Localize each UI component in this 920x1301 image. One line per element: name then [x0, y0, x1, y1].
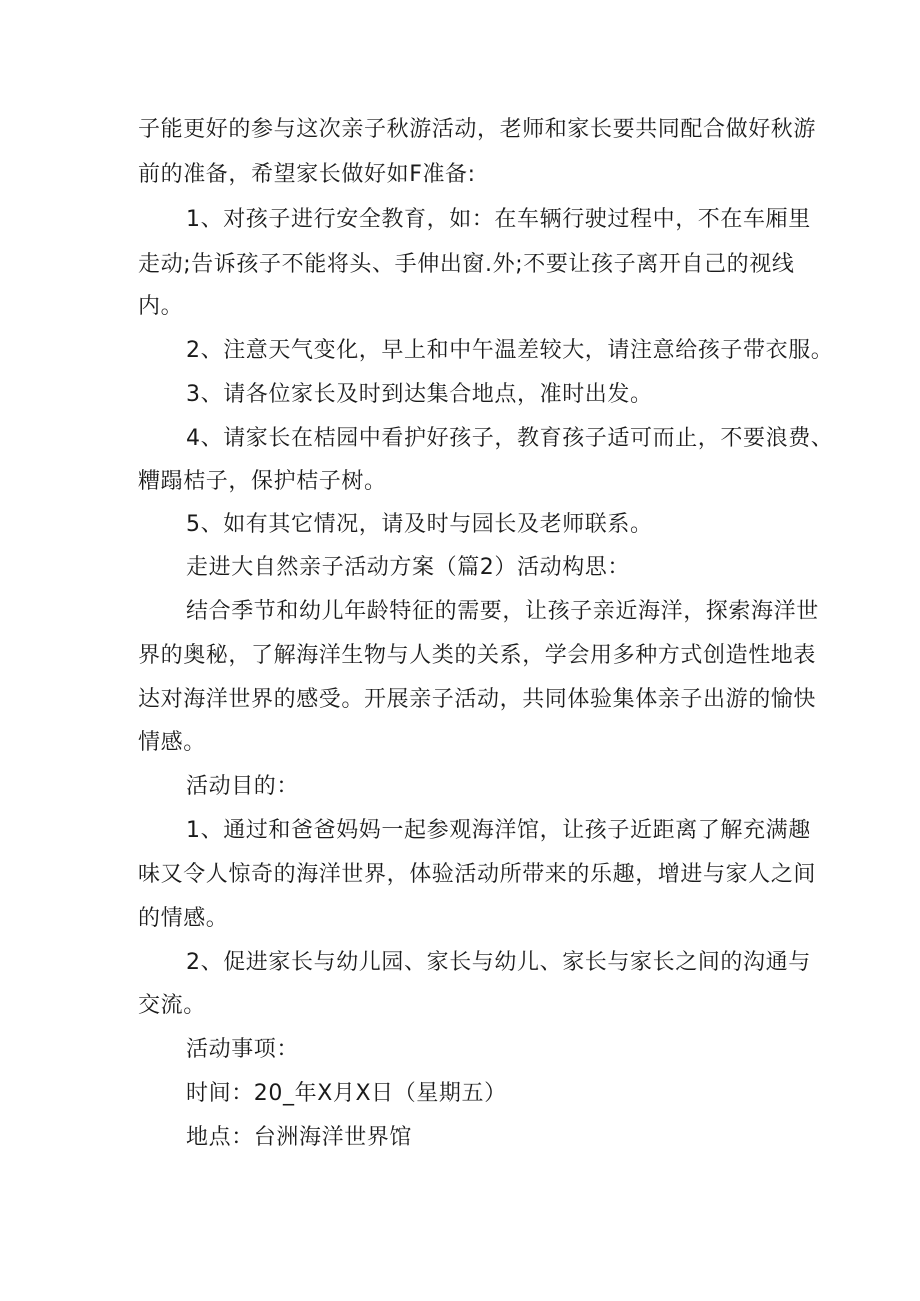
paragraph-line: 界的奥秘，了解海洋生物与人类的关系，学会用多种方式创造性地表	[138, 643, 817, 668]
paragraph-line: 走动;告诉孩子不能将头、手伸出窗.外;不要让孩子离开自己的视线	[138, 252, 795, 277]
list-item-line: 1、对孩子进行安全教育，如：在车辆行驶过程中，不在车厢里	[186, 207, 811, 232]
paragraph-line: 结合季节和幼儿年龄特征的需要，让孩子亲近海洋，探索海洋世	[186, 599, 819, 624]
paragraph-line: 内。	[138, 294, 184, 319]
list-item-line: 2、注意天气变化，早上和中午温差较大，请注意给孩子带衣服。	[186, 338, 834, 363]
section-heading: 活动事项：	[186, 1037, 300, 1062]
section-heading: 活动目的：	[186, 774, 300, 799]
paragraph-line: 情感。	[138, 730, 206, 755]
detail-line: 时间：20_年X月X日（星期五）	[186, 1081, 507, 1106]
paragraph-line: 的情感。	[138, 906, 229, 931]
list-item-line: 5、如有其它情况，请及时与园长及老师联系。	[186, 512, 653, 537]
list-item-line: 2、促进家长与幼儿园、家长与幼儿、家长与家长之间的沟通与	[186, 950, 811, 975]
paragraph-line: 交流。	[138, 993, 206, 1018]
paragraph-line: 达对海洋世界的感受。开展亲子活动，共同体验集体亲子出游的愉快	[138, 687, 817, 712]
paragraph-line: 子能更好的参与这次亲子秋游活动，老师和家长要共同配合做好秋游	[138, 117, 817, 142]
section-heading: 走进大自然亲子活动方案（篇2）活动构思：	[186, 555, 630, 580]
paragraph-line: 味又令人惊奇的海洋世界，体验活动所带来的乐趣，增进与家人之间	[138, 862, 817, 887]
paragraph-line: 糟蹋桔子，保护桔子树。	[138, 469, 387, 494]
list-item-line: 1、通过和爸爸妈妈一起参观海洋馆，让孩子近距离了解充满趣	[186, 818, 811, 843]
list-item-line: 3、请各位家长及时到达集合地点，准时出发。	[186, 382, 653, 407]
list-item-line: 4、请家长在桔园中看护好孩子，教育孩子适可而止，不要浪费、	[186, 426, 834, 451]
paragraph-line: 前的准备，希望家长做好如F准备:	[138, 162, 476, 187]
detail-line: 地点：台洲海洋世界馆	[186, 1125, 413, 1150]
